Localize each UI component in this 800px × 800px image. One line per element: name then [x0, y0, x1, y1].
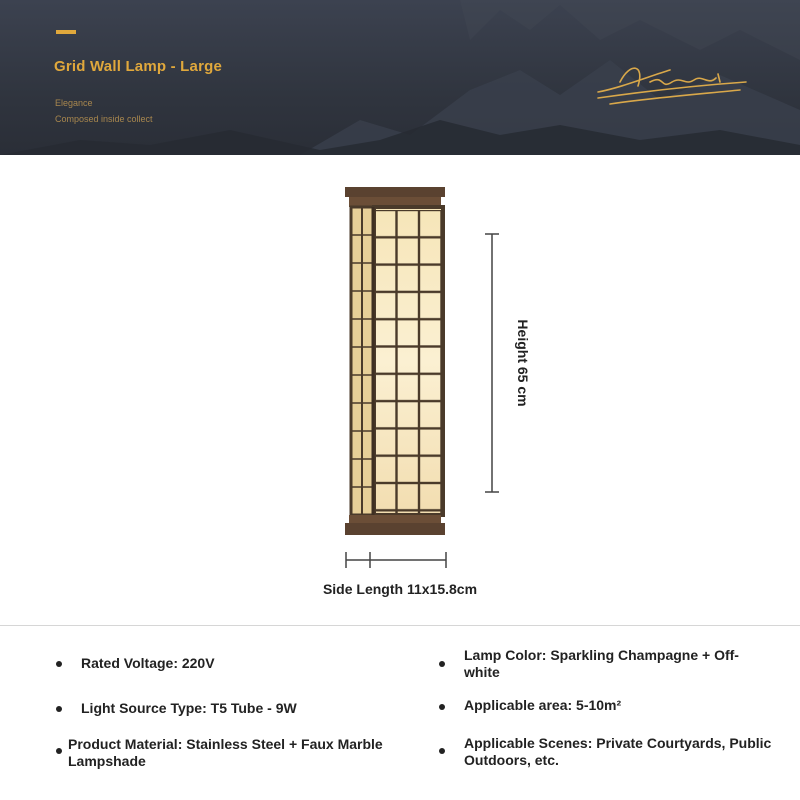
divider [0, 625, 800, 626]
height-dimension-line [480, 230, 504, 495]
banner-subtitle-elegance: Elegance [55, 98, 93, 108]
spec-product-material: Product Material: Stainless Steel + Faux Marble Lampshade [68, 736, 383, 769]
spec-lamp-color: Lamp Color: Sparkling Champagne + Off-white [464, 647, 739, 680]
bullet-icon [439, 704, 445, 710]
header-banner [0, 0, 800, 155]
accent-bar [56, 30, 76, 34]
brand-signature-logo [590, 52, 750, 108]
height-label: Height 65 cm [515, 319, 531, 407]
bullet-icon [439, 661, 445, 667]
spec-applicable-scenes: Applicable Scenes: Private Courtyards, Public Outdoors, etc. [464, 735, 772, 768]
spec-applicable-area: Applicable area: 5-10m² [464, 697, 622, 713]
product-image-area [0, 155, 800, 625]
grid-wall-lamp-image [335, 185, 455, 545]
bullet-icon [56, 706, 62, 712]
bullet-icon [56, 661, 62, 667]
side-length-label: Side Length 11x15.8cm [322, 581, 478, 597]
page-title: Grid Wall Lamp - Large [54, 58, 223, 75]
bullet-icon [439, 748, 445, 754]
spec-rated-voltage: Rated Voltage: 220V [81, 655, 215, 671]
banner-subtitle-tagline: Composed inside collect [55, 114, 153, 124]
side-length-dimension-line [340, 548, 452, 572]
bullet-icon [56, 748, 62, 754]
spec-light-source: Light Source Type: T5 Tube - 9W [81, 700, 297, 716]
